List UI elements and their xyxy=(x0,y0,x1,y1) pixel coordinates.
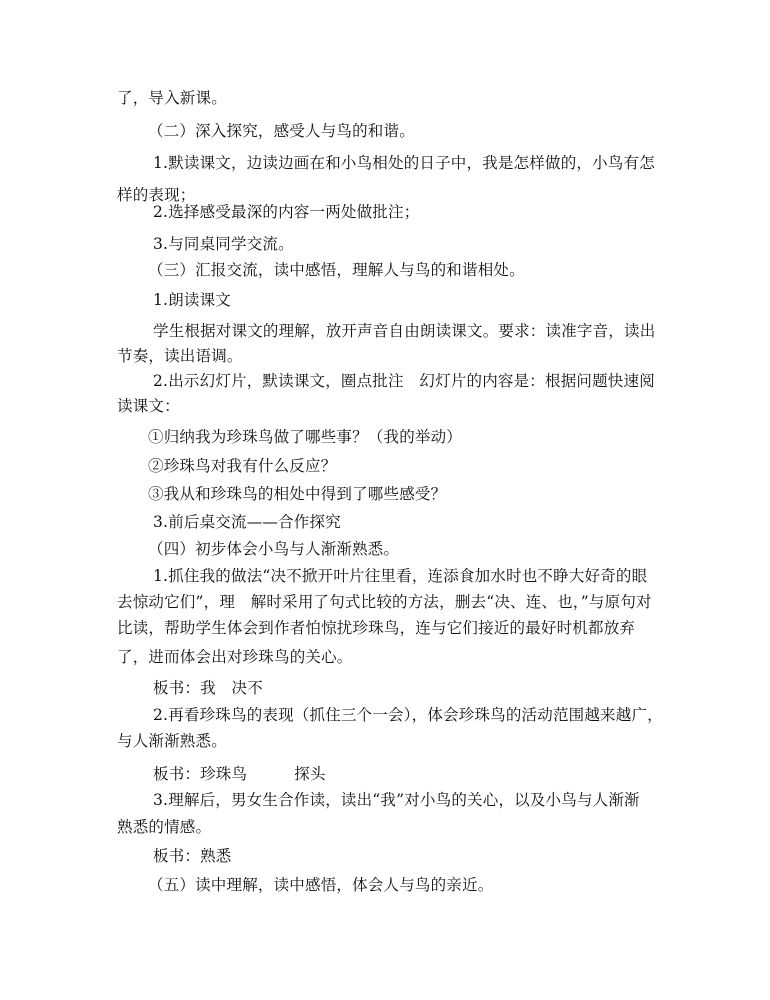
observe-line-2: 与人渐渐熟悉。 xyxy=(117,732,227,750)
step-discuss: 3.前后桌交流——合作探究 xyxy=(153,513,341,531)
slide-step-line-2: 读课文： xyxy=(117,397,180,415)
step-2: 2.选择感受最深的内容一两处做批注； xyxy=(153,203,420,221)
step-read-aloud: 1.朗读课文 xyxy=(153,291,231,309)
text-line-continuation: 了，导入新课。 xyxy=(117,89,227,107)
reading-line-1: 3.理解后，男女生合作读，读出“我”对小鸟的关心，以及小鸟与人渐渐 xyxy=(153,791,640,809)
slide-step-line-1: 2.出示幻灯片，默读课文，圈点批注 幻灯片的内容是：根据问题快速阅 xyxy=(153,372,655,390)
question-3: ③我从和珍珠鸟的相处中得到了哪些感受？ xyxy=(148,485,447,503)
question-2: ②珍珠鸟对我有什么反应？ xyxy=(148,457,337,475)
analysis-line-3: 比读，帮助学生体会到作者怕惊扰珍珠鸟，连与它们接近的最好时机都放弃 xyxy=(117,619,636,637)
board-note-3: 板书：熟悉 xyxy=(153,847,232,865)
board-note-1: 板书：我 决不 xyxy=(153,679,263,697)
observe-line-1: 2.再看珍珠鸟的表现（抓住三个一会），体会珍珠鸟的活动范围越来越广， xyxy=(153,706,663,724)
paragraph-line-2: 节奏，读出语调。 xyxy=(117,347,243,365)
analysis-line-4: 了，进而体会出对珍珠鸟的关心。 xyxy=(117,648,353,666)
section-heading-5: （五）读中理解，读中感悟，体会人与鸟的亲近。 xyxy=(148,876,494,894)
board-note-2: 板书：珍珠鸟 探头 xyxy=(153,765,326,783)
step-3: 3.与同桌同学交流。 xyxy=(153,235,294,253)
analysis-line-1: 1.抓住我的做法“决不掀开叶片往里看，连添食加水时也不睁大好奇的眼 xyxy=(153,567,648,585)
section-heading-2: （二）深入探究，感受人与鸟的和谐。 xyxy=(148,122,415,140)
question-1: ①归纳我为珍珠鸟做了哪些事？（我的举动） xyxy=(148,428,463,446)
paragraph-line-1: 学生根据对课文的理解，放开声音自由朗读课文。要求：读准字音，读出 xyxy=(153,322,656,340)
section-heading-4: （四）初步体会小鸟与人渐渐熟悉。 xyxy=(148,540,400,558)
section-heading-3: （三）汇报交流，读中感悟，理解人与鸟的和谐相处。 xyxy=(148,261,525,279)
step-1-line-1: 1.默读课文，边读边画在和小鸟相处的日子中，我是怎样做的，小鸟有怎 xyxy=(153,154,655,172)
step-1-line-2: 样的表现； xyxy=(117,186,196,204)
analysis-line-2: 去惊动它们”，理 解时采用了句式比较的方法，删去“决、连、也，”与原句对 xyxy=(117,593,652,611)
reading-line-2: 熟悉的情感。 xyxy=(117,818,212,836)
